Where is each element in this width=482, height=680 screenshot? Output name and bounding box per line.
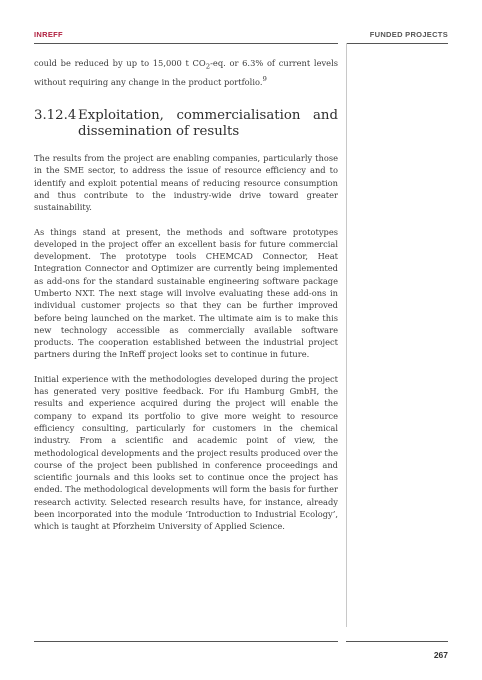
section-title: Exploitation, commercialisation and dissemination of results bbox=[78, 108, 338, 140]
footer-rule-right bbox=[346, 641, 448, 642]
paragraph-1: The results from the project are enabling companies, particularly those in the SME sector, to address the issue of resource efficiency and to identify and exploit potential means of reducing resource consumption and thus contribute to the industry-wide drive toward greater sustainability. bbox=[34, 153, 338, 213]
section-heading bbox=[34, 108, 338, 140]
footnote-marker: 9 bbox=[262, 74, 267, 83]
main-column bbox=[34, 57, 338, 545]
running-header-right: FUNDED PROJECTS bbox=[369, 30, 448, 39]
running-header-left: INREFF bbox=[34, 30, 63, 39]
footer-rule-left bbox=[34, 641, 338, 642]
section-number: 3.12.4 bbox=[34, 108, 77, 124]
intro-text-start: could be reduced by up to 15,000 t CO bbox=[34, 58, 206, 68]
paragraph-2: As things stand at present, the methods and software prototypes developed in the project offer an excellent basis for future commercial development. The prototype tools CHEMCAD Connector, Heat Integration Connector and Optimizer are currently being implemented as add-ons for the standard sustainable engineering software package Umberto NXT. The next stage will involve evaluating these add-ons in individual customer projects so that they can be further improved before being launched on the market. The ultimate aim is to make this new technology accessible as commercially available software products. The cooperation established between the industrial project partners during the InReff project looks set to continue in future. bbox=[34, 226, 338, 360]
header-rule-left bbox=[34, 43, 338, 44]
page-number: 267 bbox=[433, 650, 448, 660]
co2-subscript: 2 bbox=[205, 62, 211, 71]
intro-paragraph bbox=[34, 57, 338, 88]
paragraph-3: Initial experience with the methodologies developed during the project has generated very positive feedback. For ifu Hamburg GmbH, the results and experience acquired during the project will enable the company to expand its portfolio to give more weight to resource efficiency consulting, particularly for customers in the chemical industry. From a scientific and academic point of view, the methodological developments and the project results produced over the course of the project been published in conference proceedings and scientific journals and this looks set to continue once the project has ended. The methodological developments will form the basis for further research activity. Selected research results have, for instance, already been incorporated into the module ‘Introduction to Industrial Ecology’, which is taught at Pforzheim University of Applied Science. bbox=[34, 373, 338, 532]
column-divider bbox=[346, 43, 347, 627]
intro-text-end: -eq. or 6.3% of current levels without requiring any change in the product portfolio. bbox=[34, 58, 338, 87]
header-rule-right bbox=[346, 43, 448, 44]
